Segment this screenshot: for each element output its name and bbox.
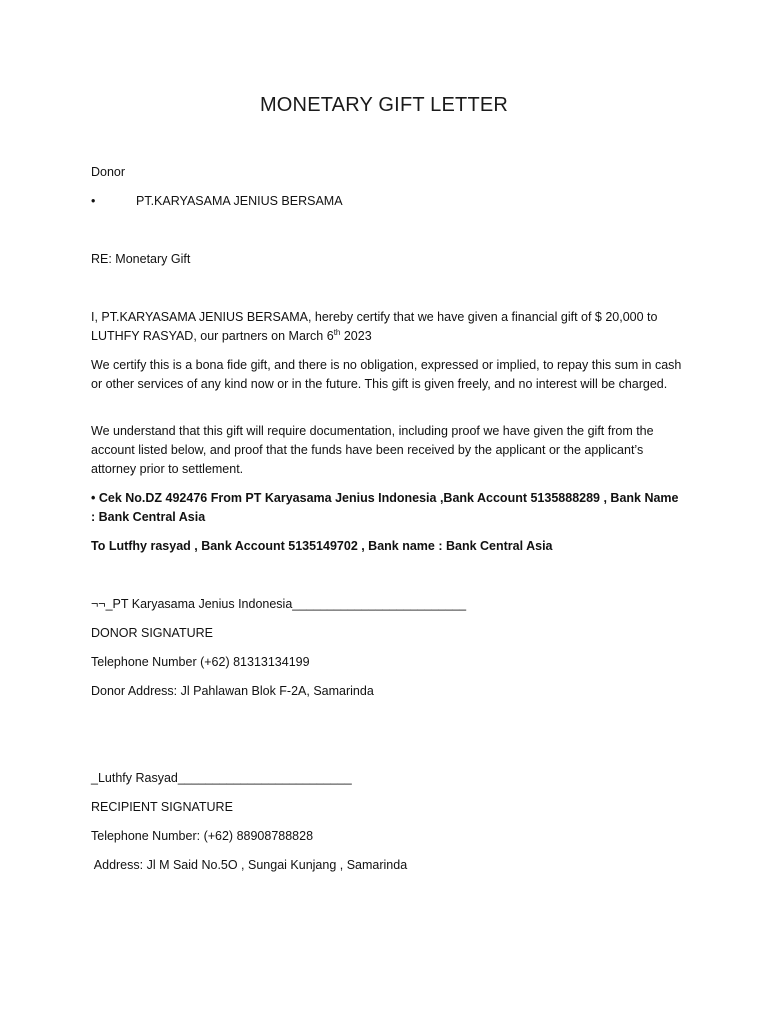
certify-paragraph-1-text: LUTHFY RASYAD, our partners on March 6 bbox=[91, 329, 334, 343]
ordinal-suffix: th bbox=[333, 327, 341, 337]
donor-bullet: • bbox=[91, 194, 96, 208]
donor-signature-line: ¬¬_PT Karyasama Jenius Indonesia_________________________ bbox=[91, 597, 467, 611]
transfer-from: • Cek No.DZ 492476 From PT Karyasama Jenius Indonesia ,Bank Account 5135888289 , Bank Name : Bank Central Asia bbox=[91, 491, 679, 524]
donor-address: Donor Address: Jl Pahlawan Blok F-2A, Samarinda bbox=[91, 684, 374, 698]
certify-paragraph-2: We certify this is a bona fide gift, and there is no obligation, expressed or implied, to repay this sum in cash or other services of any kind now or in the future. This gift is given freely, and no interest will be charged. bbox=[91, 358, 682, 391]
recipient-signature-label: RECIPIENT SIGNATURE bbox=[91, 800, 233, 814]
certify-paragraph-3: We understand that this gift will require documentation, including proof we have given the gift from the account listed below, and proof that the funds have been received by the applicant or the applicant’s attorney prior to settlement. bbox=[91, 424, 654, 476]
transfer-to: To Lutfhy rasyad , Bank Account 5135149702 , Bank name : Bank Central Asia bbox=[91, 539, 553, 553]
recipient-address: Address: Jl M Said No.5O , Sungai Kunjang , Samarinda bbox=[91, 858, 408, 872]
re-line: RE: Monetary Gift bbox=[91, 252, 191, 266]
recipient-phone: Telephone Number: (+62) 88908788828 bbox=[91, 829, 314, 843]
certify-paragraph-1-line-2 bbox=[91, 327, 372, 346]
donor-phone: Telephone Number (+62) 81313134199 bbox=[91, 655, 310, 669]
donor-name: PT.KARYASAMA JENIUS BERSAMA bbox=[136, 194, 343, 208]
certify-paragraph-1-line-1: I, PT.KARYASAMA JENIUS BERSAMA, hereby certify that we have given a financial gift of $ 20,000 to bbox=[91, 310, 658, 324]
certify-paragraph-1-year: 2023 bbox=[340, 329, 372, 343]
donor-label: Donor bbox=[91, 165, 126, 179]
recipient-signature-line: _Luthfy Rasyad_________________________ bbox=[91, 771, 352, 785]
document-title: MONETARY GIFT LETTER bbox=[259, 94, 509, 116]
donor-signature-label: DONOR SIGNATURE bbox=[91, 626, 213, 640]
